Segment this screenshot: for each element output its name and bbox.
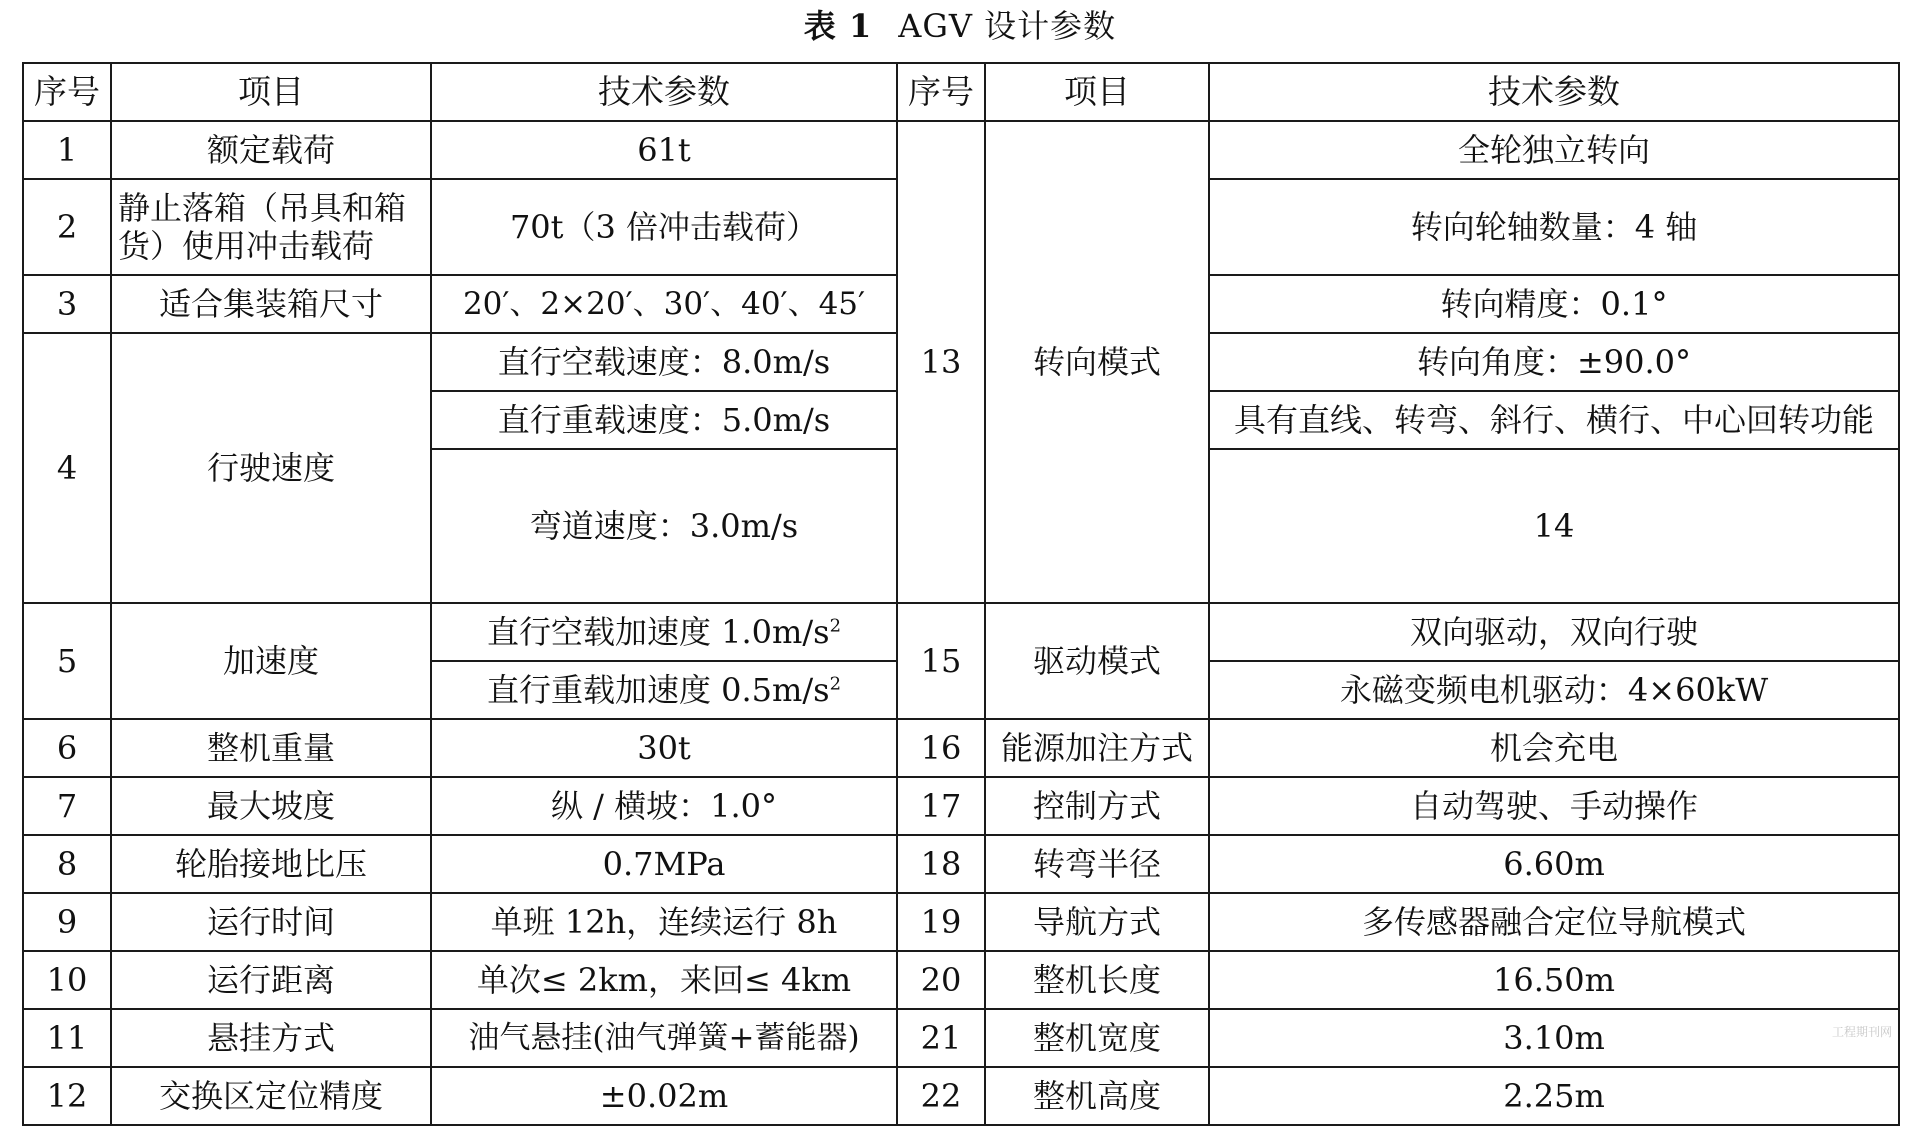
param-cell: 2.25m xyxy=(1209,1067,1899,1125)
param-text: 直行空载加速度 1.0m/s xyxy=(487,613,830,651)
header-cell: 序号 xyxy=(23,63,111,121)
item-cell: 适合集装箱尺寸 xyxy=(111,275,431,333)
header-cell: 技术参数 xyxy=(431,63,897,121)
table-header-row xyxy=(23,63,1899,121)
row-number-cell: 16 xyxy=(897,719,985,777)
item-cell: 行驶速度 xyxy=(111,333,431,603)
table-caption-label: 表 1 xyxy=(804,7,872,45)
item-line: 货）使用冲击载荷 xyxy=(118,227,426,265)
item-cell: 整机重量 xyxy=(111,719,431,777)
param-cell: 转向轮轴数量：4 轴 xyxy=(1209,179,1899,275)
param-cell: 单班 12h，连续运行 8h xyxy=(431,893,897,951)
superscript-exponent: 2 xyxy=(830,673,841,694)
header-cell: 项目 xyxy=(111,63,431,121)
item-cell: 转弯半径 xyxy=(985,835,1209,893)
param-cell: 全轮独立转向 xyxy=(1209,121,1899,179)
row-number-cell: 17 xyxy=(897,777,985,835)
row-number-cell: 18 xyxy=(897,835,985,893)
table-row xyxy=(23,1009,1899,1067)
table-row xyxy=(23,893,1899,951)
item-cell: 加速度 xyxy=(111,603,431,719)
param-cell: 3.10m xyxy=(1209,1009,1899,1067)
row-number-cell: 1 xyxy=(23,121,111,179)
row-number-cell: 8 xyxy=(23,835,111,893)
item-cell: 交换区定位精度 xyxy=(111,1067,431,1125)
param-text: 直行重载加速度 0.5m/s xyxy=(487,671,830,709)
param-cell: 20′、2×20′、30′、40′、45′ xyxy=(431,275,897,333)
item-cell: 转向模式 xyxy=(985,121,1209,603)
table-row xyxy=(23,777,1899,835)
row-number-cell: 13 xyxy=(897,121,985,603)
param-cell: 61t xyxy=(431,121,897,179)
table-row xyxy=(23,603,1899,661)
row-number-cell: 9 xyxy=(23,893,111,951)
param-cell: 机会充电 xyxy=(1209,719,1899,777)
row-number-cell: 19 xyxy=(897,893,985,951)
header-cell: 项目 xyxy=(985,63,1209,121)
row-number-cell: 21 xyxy=(897,1009,985,1067)
param-cell: 直行空载速度：8.0m/s xyxy=(431,333,897,391)
item-cell: 控制方式 xyxy=(985,777,1209,835)
watermark: 工程期刊网 xyxy=(1832,1023,1892,1040)
item-cell: 整机宽度 xyxy=(985,1009,1209,1067)
row-number-cell: 11 xyxy=(23,1009,111,1067)
item-cell xyxy=(111,179,431,275)
item-line: 静止落箱（吊具和箱 xyxy=(118,189,426,227)
item-cell: 悬挂方式 xyxy=(111,1009,431,1067)
row-number-cell: 15 xyxy=(897,603,985,719)
item-cell: 额定载荷 xyxy=(111,121,431,179)
param-cell: 自动驾驶、手动操作 xyxy=(1209,777,1899,835)
param-cell: 直行重载速度：5.0m/s xyxy=(431,391,897,449)
table-row xyxy=(23,121,1899,179)
item-cell: 整机高度 xyxy=(985,1067,1209,1125)
row-number-cell: 14 xyxy=(1209,449,1899,603)
param-cell: 永磁变频电机驱动：4×60kW xyxy=(1209,661,1899,719)
table-caption xyxy=(0,4,1920,48)
row-number-cell: 10 xyxy=(23,951,111,1009)
param-cell: 油气悬挂(油气弹簧+蓄能器) xyxy=(431,1009,897,1067)
param-cell: 16.50m xyxy=(1209,951,1899,1009)
param-cell: 双向驱动，双向行驶 xyxy=(1209,603,1899,661)
row-number-cell: 6 xyxy=(23,719,111,777)
table-row xyxy=(23,719,1899,777)
param-cell: 单次≤ 2km，来回≤ 4km xyxy=(431,951,897,1009)
item-cell: 整机长度 xyxy=(985,951,1209,1009)
param-cell: ±0.02m xyxy=(431,1067,897,1125)
param-cell: 转向角度：±90.0° xyxy=(1209,333,1899,391)
row-number-cell: 22 xyxy=(897,1067,985,1125)
param-cell: 纵 / 横坡：1.0° xyxy=(431,777,897,835)
item-cell: 能源加注方式 xyxy=(985,719,1209,777)
param-cell xyxy=(431,603,897,661)
item-cell: 轮胎接地比压 xyxy=(111,835,431,893)
item-cell: 运行距离 xyxy=(111,951,431,1009)
param-cell: 70t（3 倍冲击载荷） xyxy=(431,179,897,275)
param-cell: 具有直线、转弯、斜行、横行、中心回转功能 xyxy=(1209,391,1899,449)
header-cell: 序号 xyxy=(897,63,985,121)
param-cell: 6.60m xyxy=(1209,835,1899,893)
row-number-cell: 12 xyxy=(23,1067,111,1125)
table-row xyxy=(23,1067,1899,1125)
table-row xyxy=(23,835,1899,893)
param-cell: 0.7MPa xyxy=(431,835,897,893)
row-number-cell: 7 xyxy=(23,777,111,835)
table-caption-title: AGV 设计参数 xyxy=(898,7,1116,45)
param-cell xyxy=(431,661,897,719)
row-number-cell: 5 xyxy=(23,603,111,719)
row-number-cell: 2 xyxy=(23,179,111,275)
item-cell: 运行时间 xyxy=(111,893,431,951)
item-cell: 最大坡度 xyxy=(111,777,431,835)
param-cell: 弯道速度：3.0m/s xyxy=(431,449,897,603)
param-cell: 多传感器融合定位导航模式 xyxy=(1209,893,1899,951)
row-number-cell: 4 xyxy=(23,333,111,603)
table-row xyxy=(23,951,1899,1009)
superscript-exponent: 2 xyxy=(830,615,841,636)
item-cell: 驱动模式 xyxy=(985,603,1209,719)
agv-parameter-table xyxy=(22,62,1900,1126)
row-number-cell: 3 xyxy=(23,275,111,333)
row-number-cell: 20 xyxy=(897,951,985,1009)
param-cell: 30t xyxy=(431,719,897,777)
header-cell: 技术参数 xyxy=(1209,63,1899,121)
param-cell: 转向精度：0.1° xyxy=(1209,275,1899,333)
item-cell: 导航方式 xyxy=(985,893,1209,951)
